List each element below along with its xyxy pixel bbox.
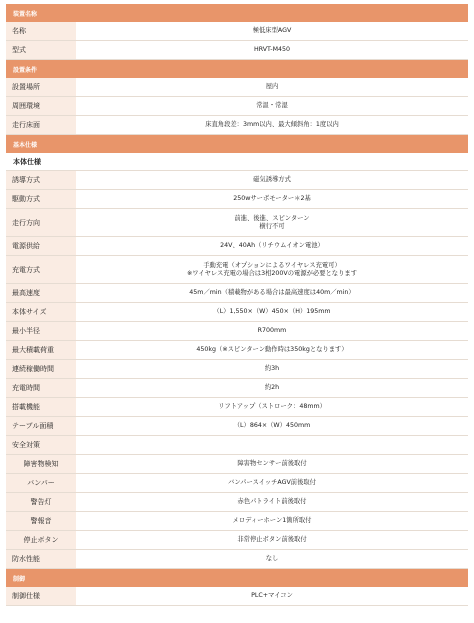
spec-value: 250wサーボモーター＊2基 (76, 190, 468, 208)
spec-row (6, 209, 468, 237)
spec-value: なし (76, 550, 468, 568)
spec-label: 停止ボタン (6, 531, 76, 549)
spec-label: 最大積載荷重 (6, 341, 76, 359)
spec-row (6, 512, 468, 531)
spec-value: （L）864×（W）450mm (76, 417, 468, 435)
spec-row (6, 303, 468, 322)
spec-row (6, 379, 468, 398)
spec-value: 約3h (76, 360, 468, 378)
spec-label: 警告灯 (6, 493, 76, 511)
spec-row (6, 22, 468, 41)
spec-label: 最高速度 (6, 284, 76, 302)
spec-row (6, 417, 468, 436)
spec-value: 手動充電（オプションによるワイヤレス充電可） ※ワイヤレス充電の場合は3相200Vの電源が必要となります (76, 256, 468, 283)
spec-value: R700mm (76, 322, 468, 340)
spec-value (76, 436, 468, 454)
spec-row (6, 237, 468, 256)
spec-value: 前進、後進、スピンターン 横行不可 (76, 209, 468, 236)
spec-value: 床直角段差：3mm以内、最大傾斜角：1度以内 (76, 116, 468, 134)
spec-table (6, 4, 468, 606)
spec-row (6, 256, 468, 284)
spec-value: 極低床型AGV (76, 22, 468, 40)
spec-label: 安全対策 (6, 436, 76, 454)
spec-label: バンパー (6, 474, 76, 492)
spec-value: PLC+マイコン (76, 587, 468, 605)
spec-value: 約2h (76, 379, 468, 397)
spec-row (6, 587, 468, 606)
spec-row (6, 455, 468, 474)
spec-label: 障害物検知 (6, 455, 76, 473)
spec-row (6, 398, 468, 417)
spec-label: 電源供給 (6, 237, 76, 255)
spec-label: 警報音 (6, 512, 76, 530)
spec-row (6, 360, 468, 379)
spec-value: 屋内 (76, 78, 468, 96)
spec-row (6, 322, 468, 341)
spec-row (6, 190, 468, 209)
spec-row (6, 474, 468, 493)
spec-value: （L）1,550×（W）450×（H）195mm (76, 303, 468, 321)
spec-value: 常温・常湿 (76, 97, 468, 115)
spec-label: 最小半径 (6, 322, 76, 340)
spec-row (6, 550, 468, 569)
spec-row (6, 97, 468, 116)
spec-value: リフトアップ（ストローク：48mm） (76, 398, 468, 416)
spec-value: 赤色パトライト前後取付 (76, 493, 468, 511)
spec-row (6, 284, 468, 303)
spec-label: 制御仕様 (6, 587, 76, 605)
spec-label: 充電時間 (6, 379, 76, 397)
subsection-header: 本体仕様 (6, 153, 468, 171)
spec-label: 防水性能 (6, 550, 76, 568)
spec-row (6, 341, 468, 360)
spec-label: 型式 (6, 41, 76, 59)
spec-value: 24V、40Ah（リチウムイオン電池） (76, 237, 468, 255)
spec-label: 走行方向 (6, 209, 76, 236)
spec-label: 周囲環境 (6, 97, 76, 115)
spec-row (6, 171, 468, 190)
spec-row (6, 531, 468, 550)
spec-label: 名称 (6, 22, 76, 40)
spec-label: 搭載機能 (6, 398, 76, 416)
spec-value: HRVT-M450 (76, 41, 468, 59)
spec-row (6, 436, 468, 455)
spec-row (6, 41, 468, 60)
spec-value: 非常停止ボタン前後取付 (76, 531, 468, 549)
spec-label: 充電方式 (6, 256, 76, 283)
spec-value: メロディーホーン1箇所取付 (76, 512, 468, 530)
spec-row (6, 493, 468, 512)
spec-row (6, 116, 468, 135)
section-header: 設置条件 (6, 60, 468, 78)
section-header: 基本仕様 (6, 135, 468, 153)
spec-value: 450kg（※スピンターン動作時は350kgとなります） (76, 341, 468, 359)
spec-label: 駆動方式 (6, 190, 76, 208)
spec-label: 走行床面 (6, 116, 76, 134)
spec-label: 設置場所 (6, 78, 76, 96)
spec-row (6, 78, 468, 97)
spec-value: バンパースイッチAGV前後取付 (76, 474, 468, 492)
spec-label: 誘導方式 (6, 171, 76, 189)
spec-label: 連続稼働時間 (6, 360, 76, 378)
spec-label: 本体サイズ (6, 303, 76, 321)
section-header: 制御 (6, 569, 468, 587)
spec-value: 障害物センサー前後取付 (76, 455, 468, 473)
spec-value: 45m／min（積載物がある場合は最高速度は40m／min） (76, 284, 468, 302)
spec-label: テーブル面積 (6, 417, 76, 435)
section-header: 装置名称 (6, 4, 468, 22)
spec-value: 磁気誘導方式 (76, 171, 468, 189)
